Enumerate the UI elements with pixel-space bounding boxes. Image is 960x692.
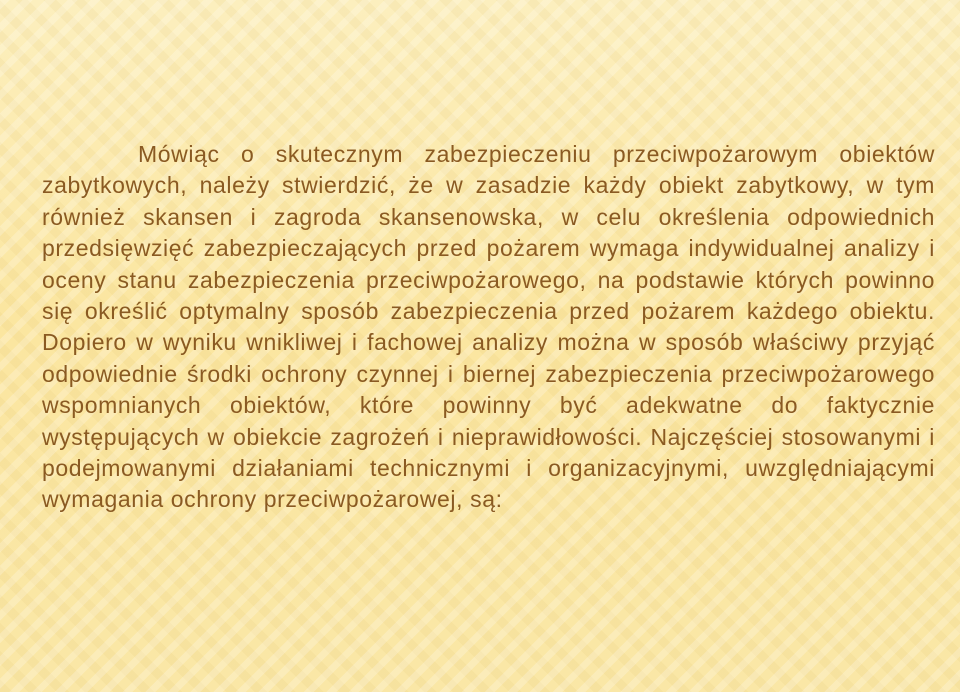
slide-body-paragraph: Mówiąc o skutecznym zabezpieczeniu przeciwpożarowym obiektów zabytkowych, należy stwierdzić, że w zasadzie każdy obiekt zabytkowy, w tym również skansen i zagroda skansenowska, w celu określenia odpowiednich przedsięwzięć zabezpieczających przed pożarem wymaga indywidualnej analizy i oceny stanu zabezpieczenia przeciwpożarowego, na podstawie których powinno się określić optymalny sposób zabezpieczenia przed pożarem każdego obiektu. Dopiero w wyniku wnikliwej i fachowej analizy można w sposób właściwy przyjąć odpowiednie środki ochrony czynnej i biernej zabezpieczenia przeciwpożarowego wspomnianych obiektów, które powinny być adekwatne do faktycznie występujących w obiekcie zagrożeń i nieprawidłowości. Najczęściej stosowanymi i podejmowanymi działaniami technicznymi i organizacyjnymi, uwzględniającymi wymagania ochrony przeciwpożarowej, są: xyxy=(42,141,935,513)
